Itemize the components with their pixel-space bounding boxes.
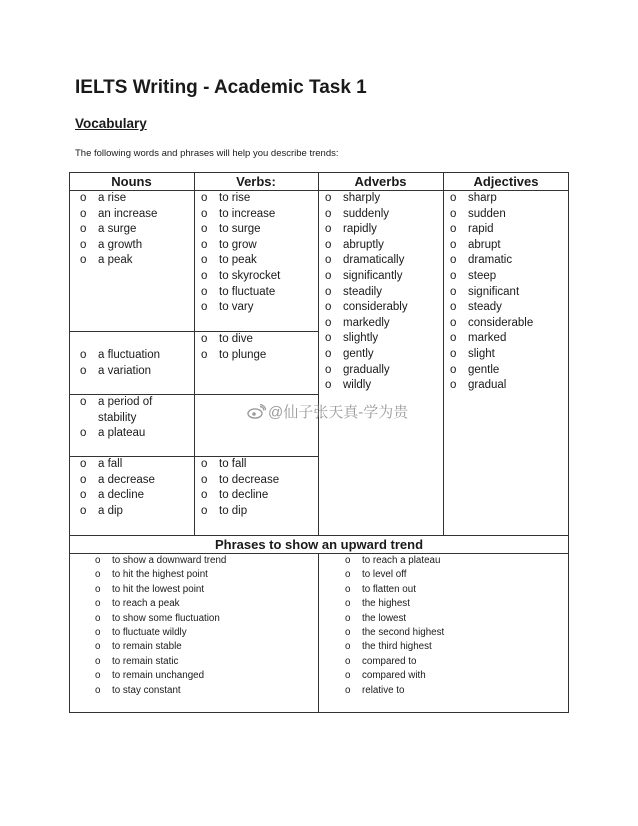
header-adverbs: Adverbs xyxy=(354,174,407,189)
nouns-upward-list xyxy=(80,191,190,269)
list-item: o a dip xyxy=(80,504,190,520)
adverbs-list xyxy=(325,191,440,394)
list-item: o to show some fluctuation xyxy=(95,612,315,626)
list-item: o to rise xyxy=(201,191,315,207)
list-item: o to skyrocket xyxy=(201,269,315,285)
list-item: o to reach a peak xyxy=(95,597,315,611)
nouns-downward-list xyxy=(80,457,190,519)
list-item: o abruptly xyxy=(325,238,440,254)
verbs-plunge-list xyxy=(201,332,315,363)
list-item: o to grow xyxy=(201,238,315,254)
list-item: o the lowest xyxy=(345,612,565,626)
list-item: o wildly xyxy=(325,378,440,394)
phrases-heading: Phrases to show an upward trend xyxy=(214,537,424,552)
list-item: o a period of stability xyxy=(80,395,166,426)
list-item: o steep xyxy=(450,269,565,285)
list-item: o to remain unchanged xyxy=(95,669,315,683)
verbs-downward-list xyxy=(201,457,315,519)
list-item: o a plateau xyxy=(80,426,166,442)
list-item: o significant xyxy=(450,285,565,301)
list-item: o relative to xyxy=(345,684,565,698)
phrases-right-list xyxy=(345,554,565,698)
list-item: o a decline xyxy=(80,488,190,504)
watermark xyxy=(247,401,408,422)
list-item: o gradually xyxy=(325,363,440,379)
list-item: o to level off xyxy=(345,568,565,582)
list-item: o to vary xyxy=(201,300,315,316)
list-item: o the highest xyxy=(345,597,565,611)
list-item: o to hit the lowest point xyxy=(95,583,315,597)
list-item: o a fluctuation xyxy=(80,348,190,364)
list-item: o a variation xyxy=(80,364,190,380)
watermark-text: @仙子张天真-学为贵 xyxy=(268,404,409,421)
list-item: o considerable xyxy=(450,316,565,332)
header-nouns: Nouns xyxy=(111,174,152,189)
header-verbs: Verbs: xyxy=(236,174,276,189)
list-item: o to decrease xyxy=(201,473,315,489)
list-item: o to stay constant xyxy=(95,684,315,698)
list-item: o to increase xyxy=(201,207,315,223)
list-item: o significantly xyxy=(325,269,440,285)
page-title: IELTS Writing - Academic Task 1 xyxy=(75,77,367,98)
list-item: o suddenly xyxy=(325,207,440,223)
list-item: o marked xyxy=(450,331,565,347)
list-item: o gently xyxy=(325,347,440,363)
list-item: o steadily xyxy=(325,285,440,301)
list-item: o considerably xyxy=(325,300,440,316)
list-item: o to dive xyxy=(201,332,315,348)
list-item: o to show a downward trend xyxy=(95,554,315,568)
column-divider xyxy=(443,172,444,535)
list-item: o the third highest xyxy=(345,640,565,654)
list-item: o compared to xyxy=(345,655,565,669)
weibo-logo-icon xyxy=(247,404,266,419)
list-item: o slightly xyxy=(325,331,440,347)
list-item: o to remain stable xyxy=(95,640,315,654)
list-item: o markedly xyxy=(325,316,440,332)
list-item: o to fluctuate wildly xyxy=(95,626,315,640)
list-item: o gradual xyxy=(450,378,565,394)
list-item: o rapid xyxy=(450,222,565,238)
nouns-stable-list xyxy=(80,395,166,442)
list-item: o to fall xyxy=(201,457,315,473)
list-item: o compared with xyxy=(345,669,565,683)
list-item: o rapidly xyxy=(325,222,440,238)
list-item: o to peak xyxy=(201,253,315,269)
list-item: o to plunge xyxy=(201,348,315,364)
list-item: o sharp xyxy=(450,191,565,207)
list-item: o steady xyxy=(450,300,565,316)
header-adjectives: Adjectives xyxy=(473,174,539,189)
list-item: o a decrease xyxy=(80,473,190,489)
section-heading: Vocabulary xyxy=(75,116,147,131)
column-divider xyxy=(194,172,195,535)
list-item: o to remain static xyxy=(95,655,315,669)
column-divider xyxy=(318,172,319,535)
list-item: o abrupt xyxy=(450,238,565,254)
list-item: o to hit the highest point xyxy=(95,568,315,582)
list-item: o an increase xyxy=(80,207,190,223)
list-item: o a growth xyxy=(80,238,190,254)
list-item: o slight xyxy=(450,347,565,363)
verbs-upward-list xyxy=(201,191,315,316)
list-item: o to surge xyxy=(201,222,315,238)
list-item: o dramatically xyxy=(325,253,440,269)
list-item: o to dip xyxy=(201,504,315,520)
list-item: o a surge xyxy=(80,222,190,238)
adjectives-list xyxy=(450,191,565,394)
column-divider xyxy=(318,553,319,713)
list-item: o to reach a plateau xyxy=(345,554,565,568)
list-item: o sharply xyxy=(325,191,440,207)
list-item: o gentle xyxy=(450,363,565,379)
list-item: o the second highest xyxy=(345,626,565,640)
list-item: o to fluctuate xyxy=(201,285,315,301)
list-item: o a rise xyxy=(80,191,190,207)
list-item: o a peak xyxy=(80,253,190,269)
intro-text: The following words and phrases will help you describe trends: xyxy=(75,148,339,159)
phrases-left-list xyxy=(95,554,315,698)
list-item: o to decline xyxy=(201,488,315,504)
list-item: o a fall xyxy=(80,457,190,473)
nouns-fluctuation-list xyxy=(80,348,190,379)
list-item: o sudden xyxy=(450,207,565,223)
list-item: o to flatten out xyxy=(345,583,565,597)
list-item: o dramatic xyxy=(450,253,565,269)
